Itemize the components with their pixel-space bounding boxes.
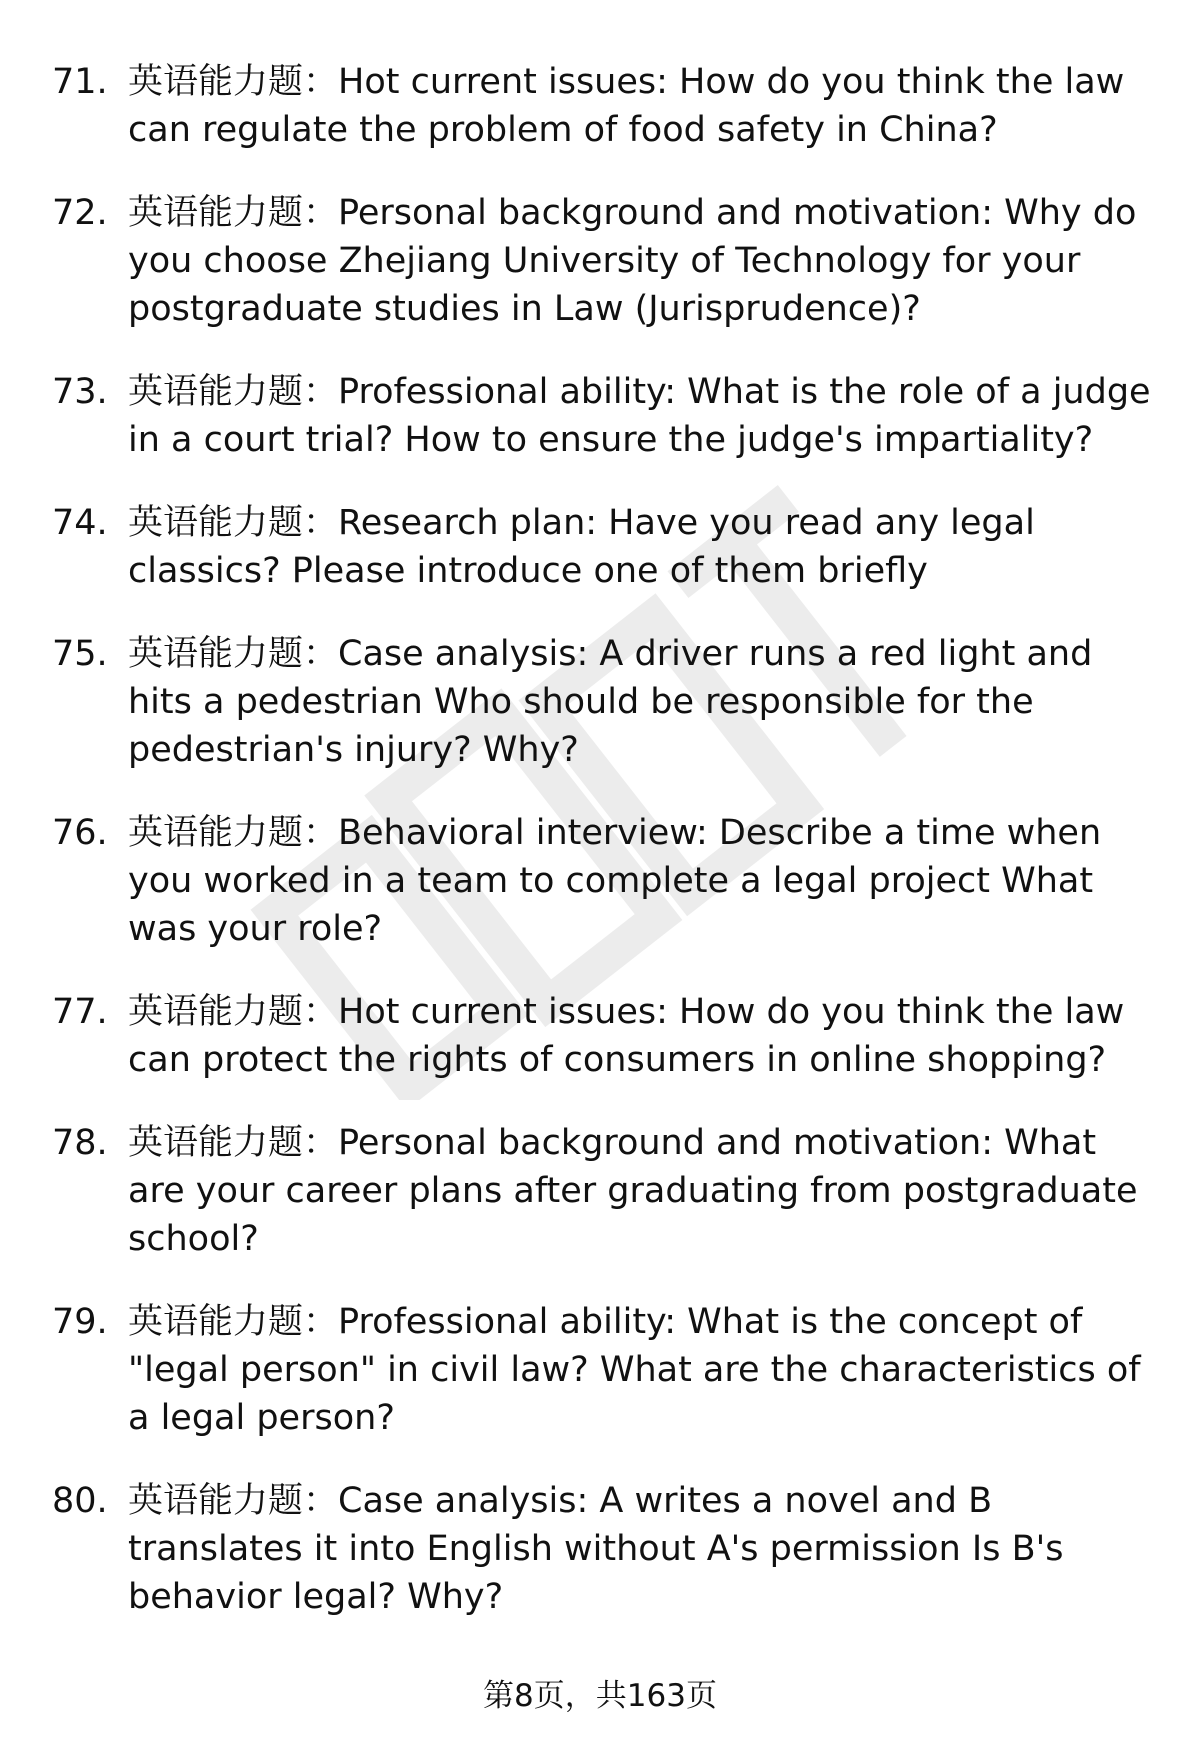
question-text	[128, 58, 1160, 154]
question-number: 75.	[52, 634, 108, 674]
question-label: 英语能力题：	[128, 634, 339, 674]
question-number: 79.	[52, 1302, 108, 1342]
question-item	[0, 988, 1200, 1084]
question-number: 73.	[52, 372, 108, 412]
question-item	[0, 499, 1200, 595]
question-body: Professional ability: What is the concept of "legal person" in civil law? What are the characteristics of a legal person?	[128, 1302, 1141, 1438]
question-body: Case analysis: A driver runs a red light and hits a pedestrian Who should be responsible for the pedestrian's injury? Why?	[128, 634, 1093, 770]
question-body: Personal background and motivation: What are your career plans after graduating from postgraduate school?	[128, 1123, 1138, 1259]
question-text	[128, 189, 1160, 333]
question-item	[0, 630, 1200, 774]
question-number: 71.	[52, 62, 108, 102]
question-text	[128, 1298, 1160, 1442]
question-text	[128, 630, 1160, 774]
question-number: 74.	[52, 503, 108, 543]
question-text	[128, 988, 1160, 1084]
question-body: Hot current issues: How do you think the law can regulate the problem of food safety in China?	[128, 62, 1125, 150]
question-body: Behavioral interview: Describe a time when you worked in a team to complete a legal project What was your role?	[128, 813, 1102, 949]
question-item	[0, 58, 1200, 154]
question-number: 77.	[52, 992, 108, 1032]
question-body: Case analysis: A writes a novel and B translates it into English without A's permission Is B's behavior legal? Why?	[128, 1481, 1064, 1617]
question-text	[128, 368, 1160, 464]
question-label: 英语能力题：	[128, 1481, 339, 1521]
question-label: 英语能力题：	[128, 193, 339, 233]
question-label: 英语能力题：	[128, 1123, 339, 1163]
page-footer: 第8页，共163页	[483, 1678, 717, 1714]
question-list	[0, 58, 1200, 1656]
question-item	[0, 1477, 1200, 1621]
question-label: 英语能力题：	[128, 62, 339, 102]
question-item	[0, 1119, 1200, 1263]
question-number: 72.	[52, 193, 108, 233]
question-label: 英语能力题：	[128, 503, 339, 543]
question-number: 78.	[52, 1123, 108, 1163]
question-text	[128, 809, 1160, 953]
question-item	[0, 368, 1200, 464]
question-body: Hot current issues: How do you think the law can protect the rights of consumers in online shopping?	[128, 992, 1125, 1080]
question-label: 英语能力题：	[128, 1302, 339, 1342]
question-item	[0, 189, 1200, 333]
question-number: 80.	[52, 1481, 108, 1521]
question-label: 英语能力题：	[128, 372, 339, 412]
question-item	[0, 1298, 1200, 1442]
question-text	[128, 499, 1160, 595]
question-body: Research plan: Have you read any legal classics? Please introduce one of them briefly	[128, 503, 1035, 591]
question-text	[128, 1119, 1160, 1263]
question-text	[128, 1477, 1160, 1621]
question-number: 76.	[52, 813, 108, 853]
question-item	[0, 809, 1200, 953]
question-label: 英语能力题：	[128, 813, 339, 853]
question-body: Professional ability: What is the role of a judge in a court trial? How to ensure the judge's impartiality?	[128, 372, 1151, 460]
question-label: 英语能力题：	[128, 992, 339, 1032]
question-body: Personal background and motivation: Why do you choose Zhejiang University of Technology for your postgraduate studies in Law (Jurisprudence)?	[128, 193, 1137, 329]
